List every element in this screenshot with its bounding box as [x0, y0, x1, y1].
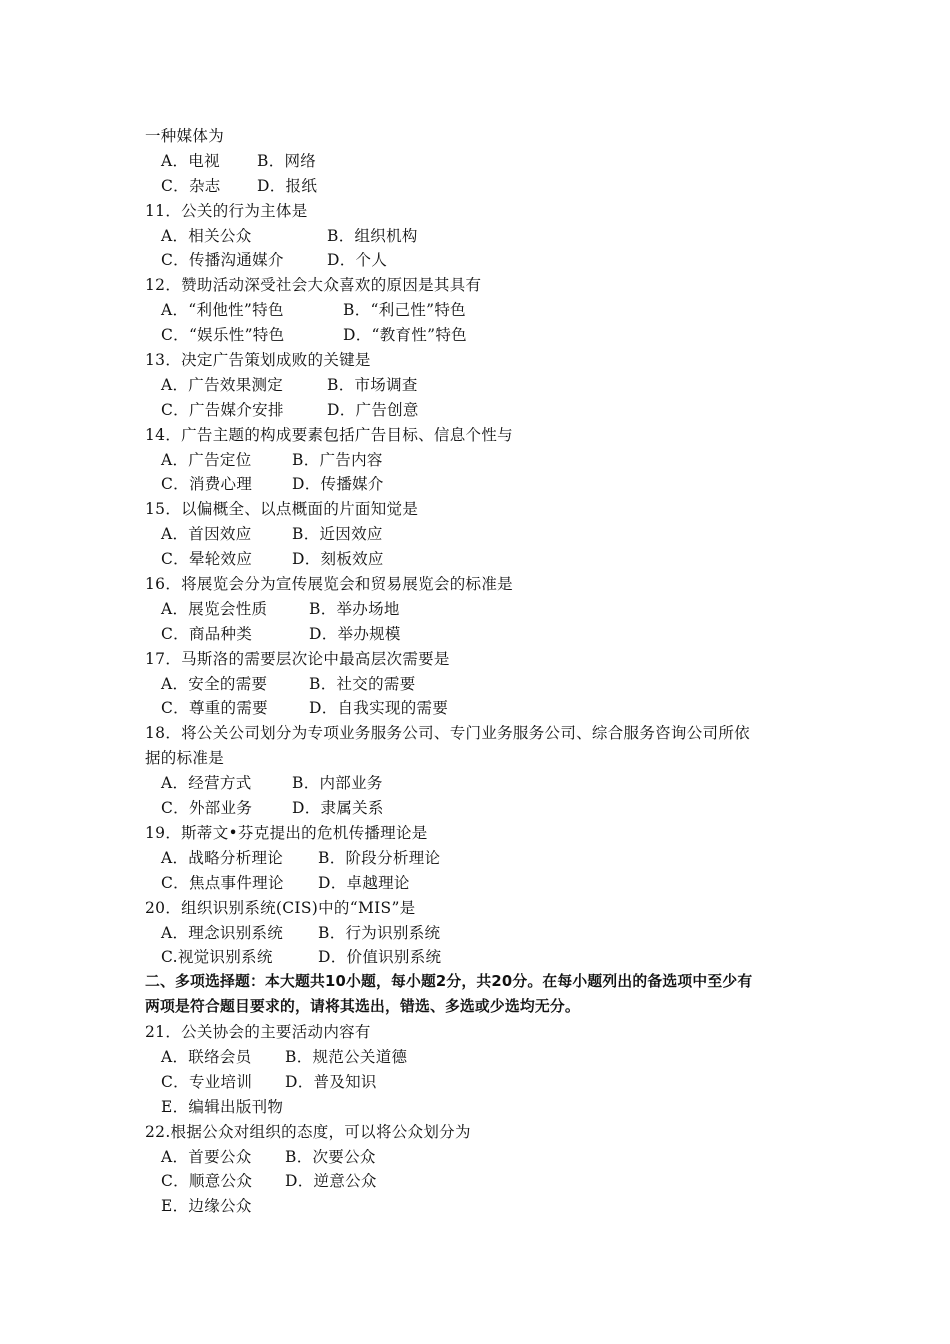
- option-line: [145, 547, 825, 572]
- question-text: 21．公关协会的主要活动内容有: [145, 1023, 371, 1042]
- option-a: A．相关公众: [161, 226, 252, 245]
- option-b: D．报纸: [257, 176, 318, 195]
- option-a: A．电视: [161, 151, 220, 170]
- option-b: B．“利己性”特色: [343, 301, 466, 320]
- option-line: [145, 1095, 825, 1120]
- option-b: B．组织机构: [327, 226, 418, 245]
- option-b: B．内部业务: [292, 774, 383, 793]
- option-line: [145, 597, 825, 622]
- option-line: [145, 771, 825, 796]
- option-a: A．广告定位: [161, 450, 252, 469]
- question-text: 17．马斯洛的需要层次论中最高层次需要是: [145, 649, 450, 668]
- option-a: E．边缘公众: [161, 1197, 252, 1216]
- option-line: [145, 1169, 825, 1194]
- option-a: C．传播沟通媒介: [161, 251, 284, 270]
- question-text: 一种媒体为: [145, 127, 225, 145]
- section-heading: 二、多项选择题：本大题共10小题，每小题2分，共20分。在每小题列出的备选项中至少有: [145, 973, 753, 991]
- question-text: 22.根据公众对组织的态度，可以将公众划分为: [145, 1122, 471, 1141]
- option-line: [145, 846, 825, 871]
- option-b: B．规范公关道德: [285, 1047, 408, 1066]
- option-b: B．阶段分析理论: [318, 848, 441, 867]
- option-b: D．广告创意: [327, 400, 419, 419]
- option-b: D．自我实现的需要: [309, 699, 449, 718]
- option-a: C．商品种类: [161, 624, 253, 643]
- option-a: A．安全的需要: [161, 674, 268, 693]
- option-a: C．专业培训: [161, 1072, 253, 1091]
- option-a: A．“利他性”特色: [161, 301, 284, 320]
- option-a: A．展览会性质: [161, 599, 268, 618]
- option-line: [145, 448, 825, 473]
- question-text: 12．赞助活动深受社会大众喜欢的原因是其具有: [145, 276, 482, 295]
- option-a: C．外部业务: [161, 799, 253, 818]
- option-a: C．消费心理: [161, 475, 253, 494]
- question-text: 16．将展览会分为宣传展览会和贸易展览会的标准是: [145, 575, 513, 594]
- option-a: A．首要公众: [161, 1147, 252, 1166]
- option-a: E．编辑出版刊物: [161, 1097, 284, 1116]
- option-a: C．焦点事件理论: [161, 873, 284, 892]
- option-a: A．联络会员: [161, 1047, 252, 1066]
- question-text: 13．决定广告策划成败的关键是: [145, 351, 371, 370]
- option-a: C．“娱乐性”特色: [161, 326, 285, 345]
- option-b: B．广告内容: [292, 450, 383, 469]
- question-text: 14．广告主题的构成要素包括广告目标、信息个性与: [145, 425, 513, 444]
- option-b: D．举办规模: [309, 624, 401, 643]
- option-line: [145, 373, 825, 398]
- question-text: 11．公关的行为主体是: [145, 201, 308, 220]
- option-a: C．杂志: [161, 176, 221, 195]
- option-b: D．逆意公众: [285, 1172, 377, 1191]
- question-text: 20．组织识别系统(CIS)中的“MIS”是: [145, 898, 416, 917]
- option-line: [145, 522, 825, 547]
- option-line: [145, 796, 825, 821]
- option-line: [145, 174, 825, 199]
- option-line: [145, 1145, 825, 1170]
- option-line: [145, 248, 825, 273]
- question-text: 据的标准是: [145, 749, 225, 768]
- section-heading: 两项是符合题目要求的，请将其选出，错选、多选或少选均无分。: [145, 998, 580, 1016]
- option-b: D．隶属关系: [292, 799, 384, 818]
- exam-page: [145, 124, 825, 1219]
- option-line: [145, 622, 825, 647]
- option-a: C．晕轮效应: [161, 550, 253, 569]
- option-b: B．近因效应: [292, 525, 383, 544]
- option-line: [145, 1070, 825, 1095]
- option-line: [145, 1045, 825, 1070]
- option-line: [145, 672, 825, 697]
- option-b: D．价值识别系统: [318, 948, 442, 967]
- option-line: [145, 696, 825, 721]
- option-b: D．刻板效应: [292, 550, 384, 569]
- option-b: B．次要公众: [285, 1147, 376, 1166]
- option-a: A．首因效应: [161, 525, 252, 544]
- option-line: [145, 149, 825, 174]
- question-text: 15．以偏概全、以点概面的片面知觉是: [145, 500, 419, 519]
- option-line: [145, 298, 825, 323]
- option-b: B．行为识别系统: [318, 923, 441, 942]
- option-b: D．传播媒介: [292, 475, 384, 494]
- option-line: [145, 224, 825, 249]
- option-b: D．“教育性”特色: [343, 326, 467, 345]
- option-a: A．经营方式: [161, 774, 252, 793]
- option-a: A．战略分析理论: [161, 848, 284, 867]
- question-text: 19．斯蒂文•芬克提出的危机传播理论是: [145, 823, 428, 842]
- option-a: C.视觉识别系统: [161, 948, 273, 967]
- option-a: A．广告效果测定: [161, 375, 284, 394]
- option-line: [145, 398, 825, 423]
- option-line: [145, 323, 825, 348]
- option-b: D．个人: [327, 251, 388, 270]
- option-line: [145, 921, 825, 946]
- question-text: 18．将公关公司划分为专项业务服务公司、专门业务服务公司、综合服务咨询公司所依: [145, 724, 750, 743]
- option-line: [145, 1194, 825, 1219]
- option-line: [145, 472, 825, 497]
- option-a: A．理念识别系统: [161, 923, 284, 942]
- option-line: [145, 945, 825, 970]
- option-b: B．网络: [257, 151, 317, 170]
- option-line: [145, 871, 825, 896]
- option-b: B．社交的需要: [309, 674, 416, 693]
- option-b: B．市场调查: [327, 375, 418, 394]
- option-b: D．普及知识: [285, 1072, 377, 1091]
- option-b: B．举办场地: [309, 599, 400, 618]
- option-a: C．顺意公众: [161, 1172, 253, 1191]
- option-a: C．尊重的需要: [161, 699, 268, 718]
- option-a: C．广告媒介安排: [161, 400, 284, 419]
- option-b: D．卓越理论: [318, 873, 410, 892]
